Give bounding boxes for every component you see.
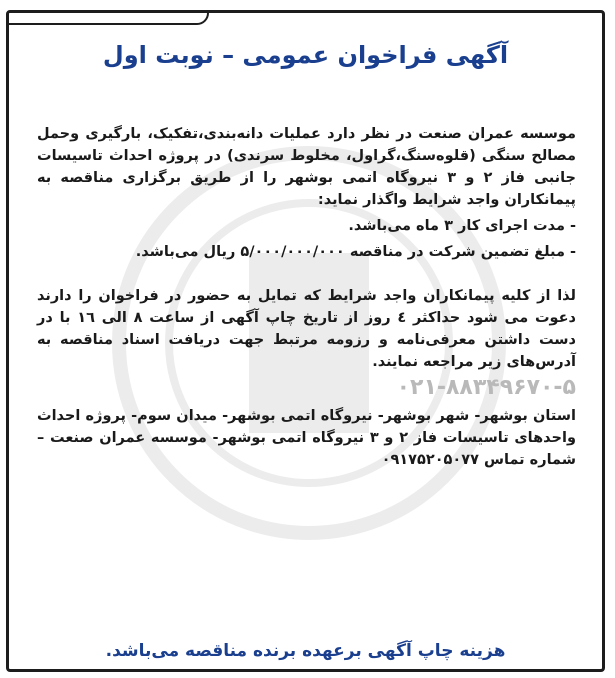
notice-title: آگهی فراخوان عمومی – نوبت اول — [102, 41, 509, 69]
cost-note: هزینه چاپ آگهی برعهده برنده مناقصه می‌باشد. — [105, 641, 506, 661]
frame-corner-tab — [9, 13, 209, 25]
duration-item: - مدت اجرای کار ۳ ماه می‌باشد. — [348, 218, 576, 234]
notice-frame — [6, 10, 605, 672]
guarantee-item: - مبلغ تضمین شرکت در مناقصه ۵/۰۰۰/۰۰۰/۰۰۰ ریال می‌باشد. — [135, 244, 576, 260]
watermark-phone-number: ۰۲۱-۸۸۳۴۹۶۷۰-۵ — [396, 375, 576, 400]
invitation-paragraph: لذا از کلیه پیمانکاران واجد شرایط که تمایل به حضور در فراخوان را دارند دعوت می شود حداکثر ٤ روز از تاریخ چاپ آگهی از ساعت ۸ الی ۱٦ با در دست داشتن معرفی‌نامه و رزومه مرتبط جهت دریافت اسناد مناقصه به آدرس‌های زیر مراجعه نمایند. — [37, 288, 576, 370]
notice-body — [37, 123, 576, 471]
address-paragraph: استان بوشهر- شهر بوشهر- نیروگاه اتمی بوشهر- میدان سوم- پروژه احداث واحدهای تاسیسات فاز ۲ و ۳ نیروگاه اتمی بوشهر- موسسه عمران صنعت – شماره تماس ۰۹۱۷۵۲۰۵۰۷۷ — [37, 408, 576, 468]
intro-paragraph: موسسه عمران صنعت در نظر دارد عملیات دانه‌بندی،تفکیک، بارگیری وحمل مصالح سنگی (قلوه‌سنگ،گراول، مخلوط سرندی) در پروژه احداث تاسیسات جانبی فاز ۲ و ۳ نیروگاه اتمی بوشهر را از طریق برگزاری مناقصه به پیمانکاران واجد شرایط واگذار نماید: — [37, 126, 577, 208]
